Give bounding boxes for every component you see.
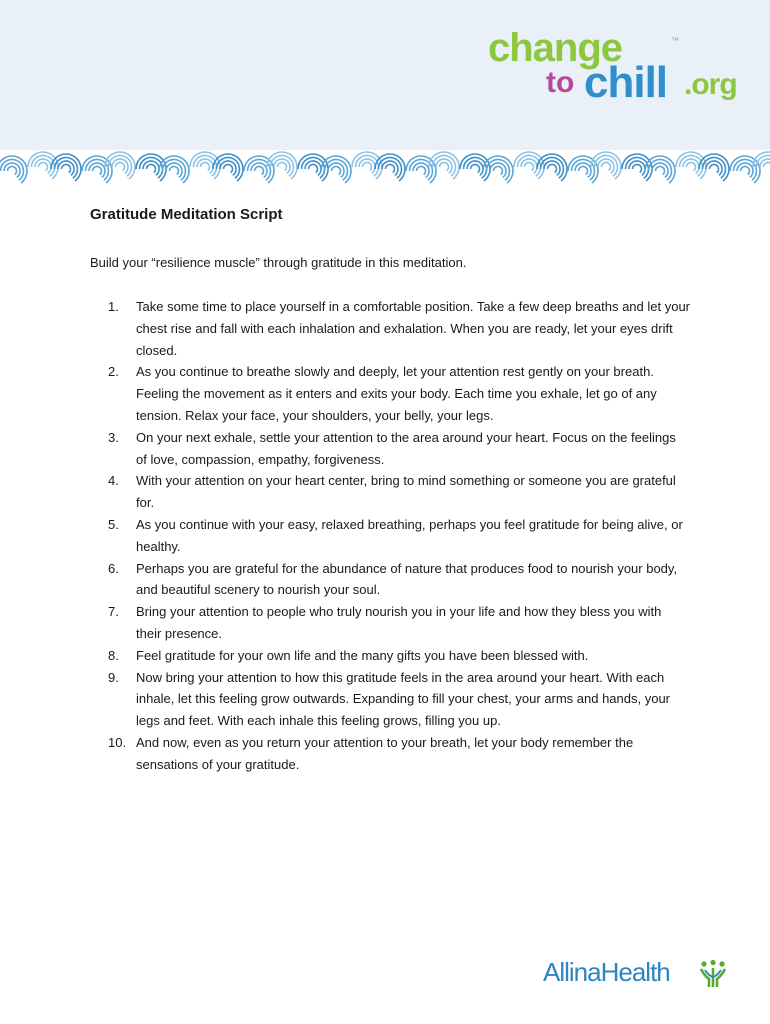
swirl-stroke	[220, 161, 236, 175]
swirl-stroke	[58, 161, 74, 175]
swirl-stroke	[521, 159, 537, 173]
list-item-text: Perhaps you are grateful for the abundance of nature that produces food to nourish your body, and beautiful scenery to nourish your soul.	[136, 560, 678, 598]
list-item	[90, 667, 690, 732]
swirl-stroke	[710, 165, 719, 173]
allina-people-icon	[699, 959, 727, 989]
swirl-wave-band	[0, 150, 770, 188]
swirl-stroke	[93, 167, 102, 175]
swirl-stroke	[579, 167, 588, 175]
swirl-stroke	[548, 165, 557, 173]
swirl-stroke	[386, 165, 395, 173]
swirl-stroke	[4, 163, 20, 177]
swirl-stroke	[62, 165, 71, 173]
swirl-stroke	[147, 165, 156, 173]
logo-trademark: ™	[671, 36, 679, 45]
swirl-stroke	[737, 163, 753, 177]
swirl-stroke	[359, 159, 375, 173]
swirl-stroke	[143, 161, 159, 175]
swirl-stroke	[683, 159, 699, 173]
swirl-stroke	[629, 161, 645, 175]
swirl-stroke	[89, 163, 105, 177]
swirl-stroke	[35, 159, 51, 173]
swirl-stroke	[251, 163, 267, 177]
document-body	[90, 205, 690, 776]
swirl-stroke	[382, 161, 398, 175]
list-item-number: 5.	[108, 516, 119, 532]
swirl-stroke	[332, 167, 341, 175]
list-item-number: 8.	[108, 647, 119, 663]
swirl-stroke	[116, 163, 125, 171]
list-item	[90, 296, 690, 361]
swirl-stroke	[471, 165, 480, 173]
swirl-stroke	[112, 159, 128, 173]
list-item	[90, 645, 690, 667]
list-item-text: As you continue with your easy, relaxed breathing, perhaps you feel gratitude for being alive, or healthy.	[136, 516, 683, 554]
list-item-text: Bring your attention to people who truly nourish you in your life and how they bless you with their presence.	[136, 604, 662, 641]
allina-health-wordmark: AllinaHealth	[543, 957, 670, 987]
swirl-stroke	[363, 163, 372, 171]
list-item	[90, 732, 690, 776]
list-item-number: 7.	[108, 604, 119, 620]
list-item	[90, 361, 690, 426]
swirl-stroke	[413, 163, 429, 177]
allina-health-logo[interactable]	[543, 955, 733, 991]
swirl-stroke	[274, 159, 290, 173]
document-title: Gratitude Meditation Script	[90, 206, 283, 223]
swirl-stroke	[741, 167, 750, 175]
list-item-number: 3.	[108, 429, 119, 445]
list-item	[90, 427, 690, 471]
swirl-stroke	[764, 163, 770, 171]
list-item	[90, 558, 690, 602]
swirl-pattern-icon	[0, 150, 770, 188]
document-intro: Build your “resilience muscle” through gratitude in this meditation.	[90, 255, 467, 270]
swirl-stroke	[687, 163, 696, 171]
list-item	[90, 514, 690, 558]
list-item-text: As you continue to breathe slowly and deeply, let your attention rest gently on your breath. Feeling the movement as it enters and exits your body. Each time you exhale, let go of any tension. Relax your face, your shoulders, your belly, your legs.	[136, 364, 657, 423]
change-to-chill-logo[interactable]	[488, 26, 743, 110]
swirl-stroke	[309, 165, 318, 173]
swirl-stroke	[201, 163, 210, 171]
swirl-stroke	[706, 161, 722, 175]
swirl-stroke	[633, 165, 642, 173]
logo-chill: chill	[584, 58, 668, 107]
swirl-stroke	[436, 159, 452, 173]
swirl-stroke	[8, 167, 17, 175]
swirl-stroke	[440, 163, 449, 171]
list-item-number: 2.	[108, 364, 119, 380]
swirl-stroke	[494, 167, 503, 175]
swirl-stroke	[575, 163, 591, 177]
logo-change: change	[488, 26, 623, 70]
swirl-stroke	[224, 165, 233, 173]
swirl-stroke	[328, 163, 344, 177]
swirl-stroke	[170, 167, 179, 175]
swirl-stroke	[544, 161, 560, 175]
swirl-stroke	[166, 163, 182, 177]
swirl-stroke	[467, 161, 483, 175]
swirl-stroke	[656, 167, 665, 175]
list-item-number: 1.	[108, 299, 119, 314]
swirl-stroke	[490, 163, 506, 177]
swirl-stroke	[598, 159, 614, 173]
swirl-stroke	[417, 167, 426, 175]
list-item-text: And now, even as you return your attention to your breath, let your body remember the sensations of your gratitude.	[136, 734, 634, 772]
swirl-stroke	[197, 159, 213, 173]
swirl-stroke	[652, 163, 668, 177]
list-item-text: Now bring your attention to how this gratitude feels in the area around your heart. With each inhale, let this feeling grow outwards. Expanding to fill your chest, your arms and hands, your legs and feet. With each inhale this feeling grows, filling you up.	[136, 669, 671, 729]
list-item-number: 10.	[108, 734, 127, 750]
swirl-stroke	[305, 161, 321, 175]
logo-org: .org	[684, 68, 737, 101]
list-item	[90, 601, 690, 645]
swirl-stroke	[760, 159, 770, 173]
swirl-stroke	[39, 163, 48, 171]
swirl-stroke	[255, 167, 264, 175]
list-item-number: 6.	[108, 560, 119, 576]
swirl-stroke	[525, 163, 534, 171]
list-item-number: 9.	[108, 669, 119, 685]
list-item-number: 4.	[108, 473, 119, 489]
swirl-stroke	[602, 163, 611, 171]
swirl-stroke	[278, 163, 287, 171]
list-item-text: On your next exhale, settle your attention to the area around your heart. Focus on the feelings of love, compassion, empathy, forgiveness.	[136, 429, 676, 467]
list-item	[90, 470, 690, 514]
list-item-text: With your attention on your heart center, bring to mind something or someone you are grateful for.	[136, 473, 676, 511]
logo-to: to	[546, 66, 575, 99]
steps-list	[90, 296, 690, 776]
list-item-text: Feel gratitude for your own life and the many gifts you have been blessed with.	[136, 647, 589, 663]
list-item-text: Take some time to place yourself in a comfortable position. Take a few deep breaths and let your chest rise and fall with each inhalation and exhalation. When you are ready, let your eyes drift closed.	[136, 299, 691, 358]
